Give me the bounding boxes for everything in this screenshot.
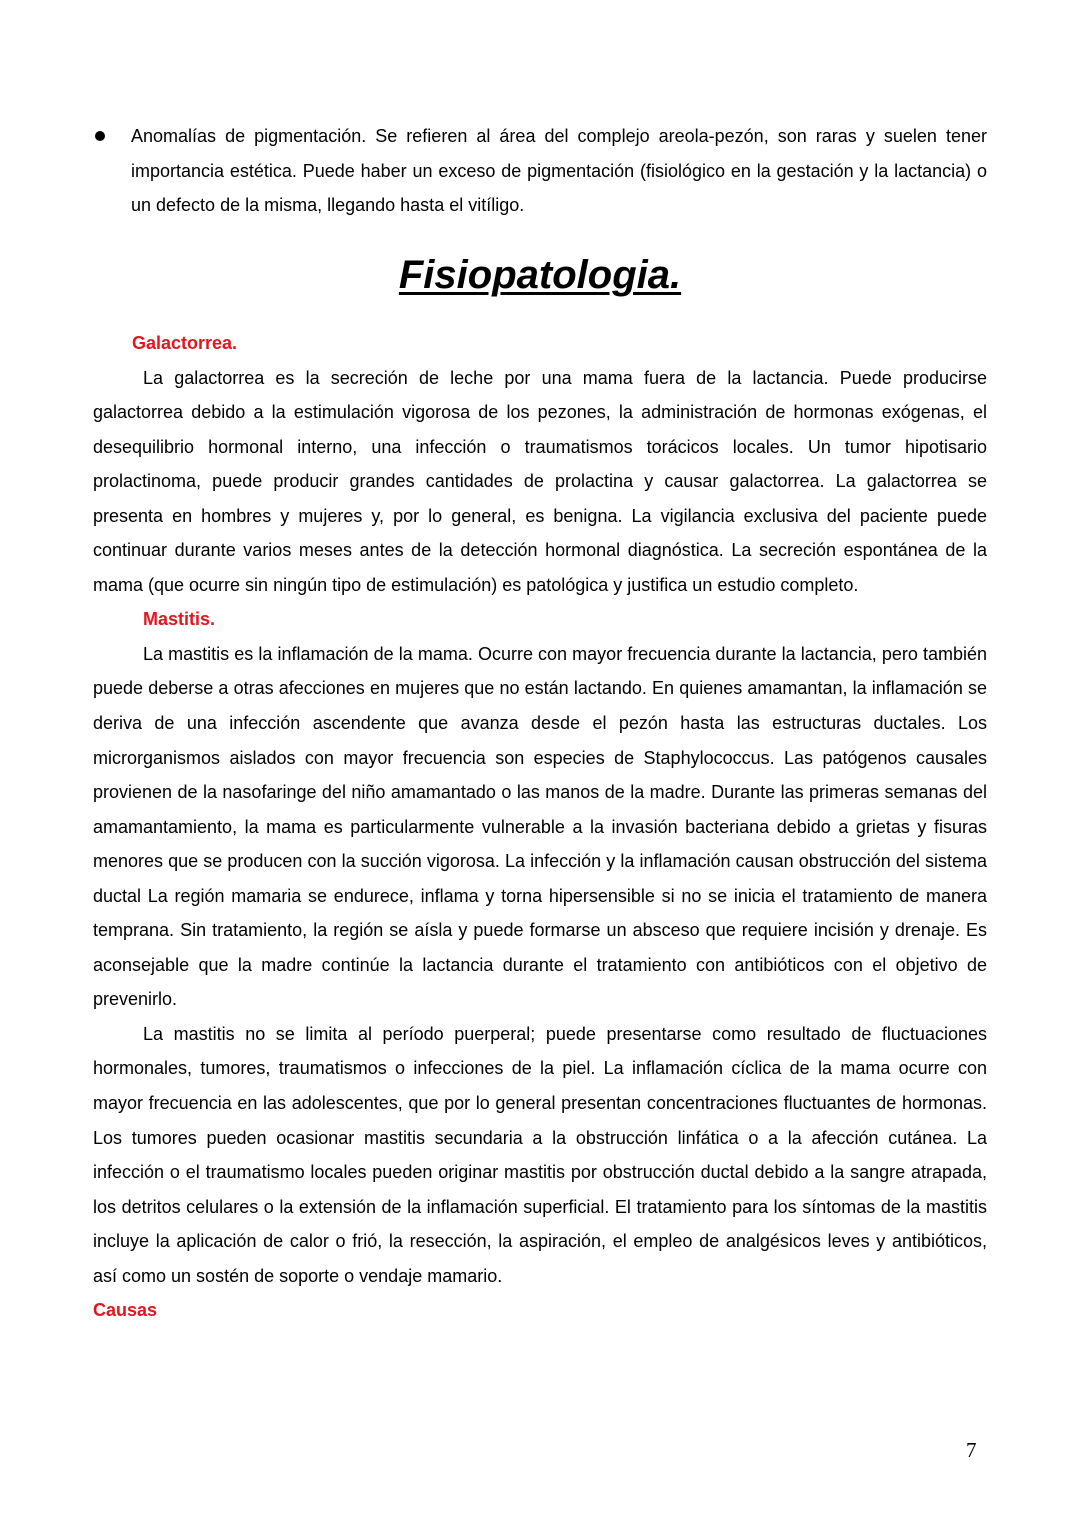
page-title xyxy=(0,250,1080,300)
bullet-dot-icon xyxy=(95,131,105,141)
page-title-text: Fisiopatologia. xyxy=(398,253,682,297)
bullet-text: Anomalías de pigmentación. Se refieren al área del complejo areola-pezón, son raras y suelen tener importancia estética. Puede haber un exceso de pigmentación (fisiológico en la gestación y la lactancia) o un defecto de la misma, llegando hasta el vitíligo. xyxy=(131,126,987,216)
section-heading-causas: Causas xyxy=(93,1300,158,1321)
section-heading-mastitis: Mastitis. xyxy=(143,609,216,630)
section-heading-galactorrea: Galactorrea. xyxy=(132,333,238,353)
paragraph-mastitis-2: La mastitis no se limita al período puerperal; puede presentarse como resultado de fluctuaciones hormonales, tumores, traumatismos o infecciones de la piel. La inflamación cíclica de la mama ocurre con mayor frecuencia en las adolescentes, que por lo general presentan concentraciones fluctuantes de hormonas. Los tumores pueden ocasionar mastitis secundaria a la obstrucción linfática o a la afección cutánea. La infección o el traumatismo locales pueden originar mastitis por obstrucción ductal debido a la sangre atrapada, los detritos celulares o la extensión de la inflamación superficial. El tratamiento para los síntomas de la mastitis incluye la aplicación de calor o frió, la resección, la aspiración, el empleo de analgésicos leves y antibióticos, así como un sostén de soporte o vendaje mamario. xyxy=(93,1023,987,1286)
paragraph-mastitis-1: La mastitis es la inflamación de la mama. Ocurre con mayor frecuencia durante la lactancia, pero también puede deberse a otras afecciones en mujeres que no están lactando. En quienes amamantan, la inflamación se deriva de una infección ascendente que avanza desde el pezón hasta las estructuras ductales. Los microrganismos aislados con mayor frecuencia son especies de Staphylococcus. Las patógenos causales provienen de la nasofaringe del niño amamantado o las manos de la madre. Durante las primeras semanas del amamantamiento, la mama es particularmente vulnerable a la invasión bacteriana debido a grietas y fisuras menores que se producen con la succión vigorosa. La infección y la inflamación causan obstrucción del sistema ductal La región mamaria se endurece, inflama y torna hipersensible si no se inicia el tratamiento de manera temprana. Sin tratamiento, la región se aísla y puede formarse un absceso que requiere incisión y drenaje. Es aconsejable que la madre continúe la lactancia durante el tratamiento con antibióticos con el objetivo de prevenirlo. xyxy=(93,643,987,1010)
paragraph-galactorrea: La galactorrea es la secreción de leche por una mama fuera de la lactancia. Puede producirse galactorrea debido a la estimulación vigorosa de los pezones, la administración de hormonas exógenas, el desequilibrio hormonal interno, una infección o traumatismos torácicos locales. Un tumor hipotisario prolactinoma, puede producir grandes cantidades de prolactina y causar galactorrea. La galactorrea se presenta en hombres y mujeres y, por lo general, es benigna. La vigilancia exclusiva del paciente puede continuar durante varios meses antes de la detección hormonal diagnóstica. La secreción espontánea de la mama (que ocurre sin ningún tipo de estimulación) es patológica y justifica un estudio completo. xyxy=(93,367,987,595)
bullet-list-item xyxy=(93,119,987,223)
page-number: 7 xyxy=(966,1438,977,1462)
document-body xyxy=(93,326,987,1328)
